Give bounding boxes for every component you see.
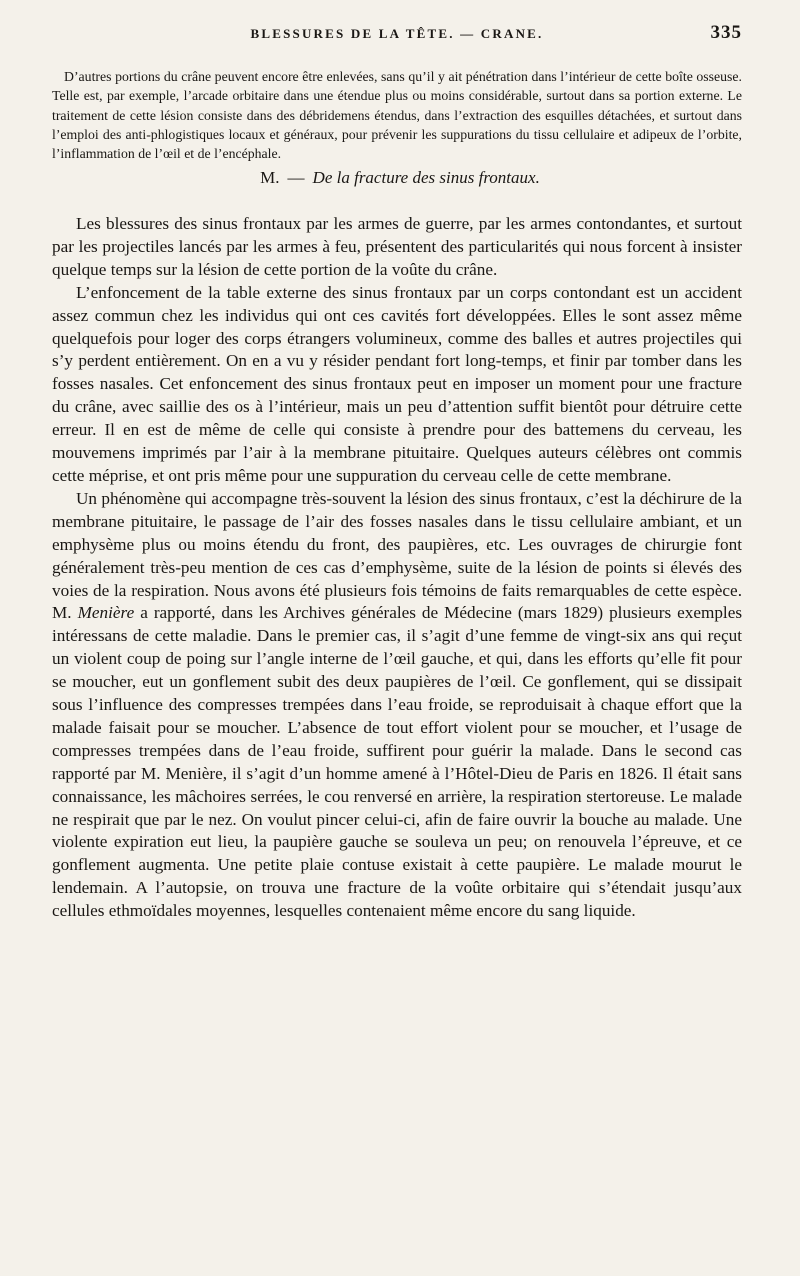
running-title: BLESSURES DE LA TÊTE. — CRANE. [250,26,544,41]
paragraph-1: Les blessures des sinus frontaux par les armes de guerre, par les armes contondantes, et surtout par les projectiles lancés par les armes à feu, présentent des particularités qui nous forcent à insister quelque temps sur la lésion de cette portion de la voûte du crâne. [52,214,742,279]
body-text [52,213,742,923]
paragraph-3 [52,488,742,923]
author-name-meniere: Menière [77,603,135,623]
intro-paragraph: D’autres portions du crâne peuvent encore être enlevées, sans qu’il y ait pénétration dans l’intérieur de cette boîte osseuse. Telle est, par exemple, l’arcade orbitaire dans une étendue plus ou moins considérable, surtout dans sa portion externe. Le traitement de cette lésion consiste dans des débridemens étendus, dans l’extraction des esquilles détachées, et surtout dans l’emploi des anti-phlogistiques locaux et généraux, pour prévenir les suppurations du tissu cellulaire et adipeux de l’orbite, l’inflammation de l’œil et de l’encéphale. [52,69,742,162]
section-title: De la fracture des sinus frontaux. [312,168,540,187]
paragraph-2: L’enfoncement de la table externe des sinus frontaux par un corps contondant est un accident assez commun chez les individus qui ont ces cavités fort développées. Elles le sont assez même quelquefois pour loger des corps étrangers volumineux, comme des balles et autres projectiles qui s’y perdent entièrement. On en a vu y résider pendant fort long-temps, et finir par tomber dans les fosses nasales. Cet enfoncement des sinus frontaux peut en imposer un moment pour une fracture du crâne, avec saillie des os à l’intérieur, mais un peu d’attention suffit bientôt pour détruire cette erreur. Il en est de même de celle qui consiste à prendre pour des battemens du cerveau, les mouvemens imprimés par l’air à la membrane pituitaire. Quelques auteurs célèbres ont commis cette méprise, et ont pris même pour une suppuration du cerveau celle de cette membrane. [52,282,742,485]
page-number: 335 [710,22,742,43]
paragraph-3-part-1: Un phénomène qui accompagne très-souvent la lésion des sinus frontaux, c’est la déchirure de la membrane pituitaire, le passage de l’air des fosses nasales dans le tissu cellulaire ambiant, et un emphysème plus ou moins étendu du front, des paupières, etc. Les ouvrages de chirurgie font généralement très-peu mention de ces cas d’emphysème, suite de la lésion de points si élevés des voies de la respiration. Nous avons été plusieurs fois témoins de faits remarquables de cette espèce. M. [52,488,742,623]
paragraph-3-part-2: a rapporté, dans les Archives générales de Médecine (mars 1829) plusieurs exemples intéressans de cette maladie. Dans le premier cas, il s’agit d’une femme de vingt-six ans qui reçut un violent coup de poing sur l’angle interne de l’œil gauche, et qui, dans les efforts qu’elle fit pour se moucher, eut un gonflement subit des deux paupières de l’œil. Ce gonflement, qui se dissipait sous l’influence des compresses trempées dans l’eau froide, se reproduisait à chaque effort que la malade faisait pour se moucher. L’absence de tout effort violent pour se moucher, et l’usage de compresses trempées dans de l’eau froide, suffirent pour guérir la malade. Dans le second cas rapporté par M. Menière, il s’agit d’un homme amené à l’Hôtel-Dieu de Paris en 1826. Il était sans connaissance, les mâchoires serrées, le cou renversé en arrière, la respiration stertoreuse. Le malade ne respirait que par le nez. On voulut pincer celui-ci, afin de faire ouvrir la bouche au malade. Une violente expiration eut lieu, la paupière gauche se souleva un peu; on renouvela l’épreuve, et ce gonflement augmenta. Une petite plaie contuse existait à cette paupière. Le malade mourut le lendemain. A l’autopsie, on trouva une fracture de la voûte orbitaire qui s’étendait jusqu’aux cellules ethmoïdales moyennes, lesquelles contenaient même encore du sang liquide. [52,603,743,921]
section-label: M. [260,168,280,187]
section-dash: — [287,168,305,187]
section-heading [0,168,800,188]
running-head [52,22,742,50]
